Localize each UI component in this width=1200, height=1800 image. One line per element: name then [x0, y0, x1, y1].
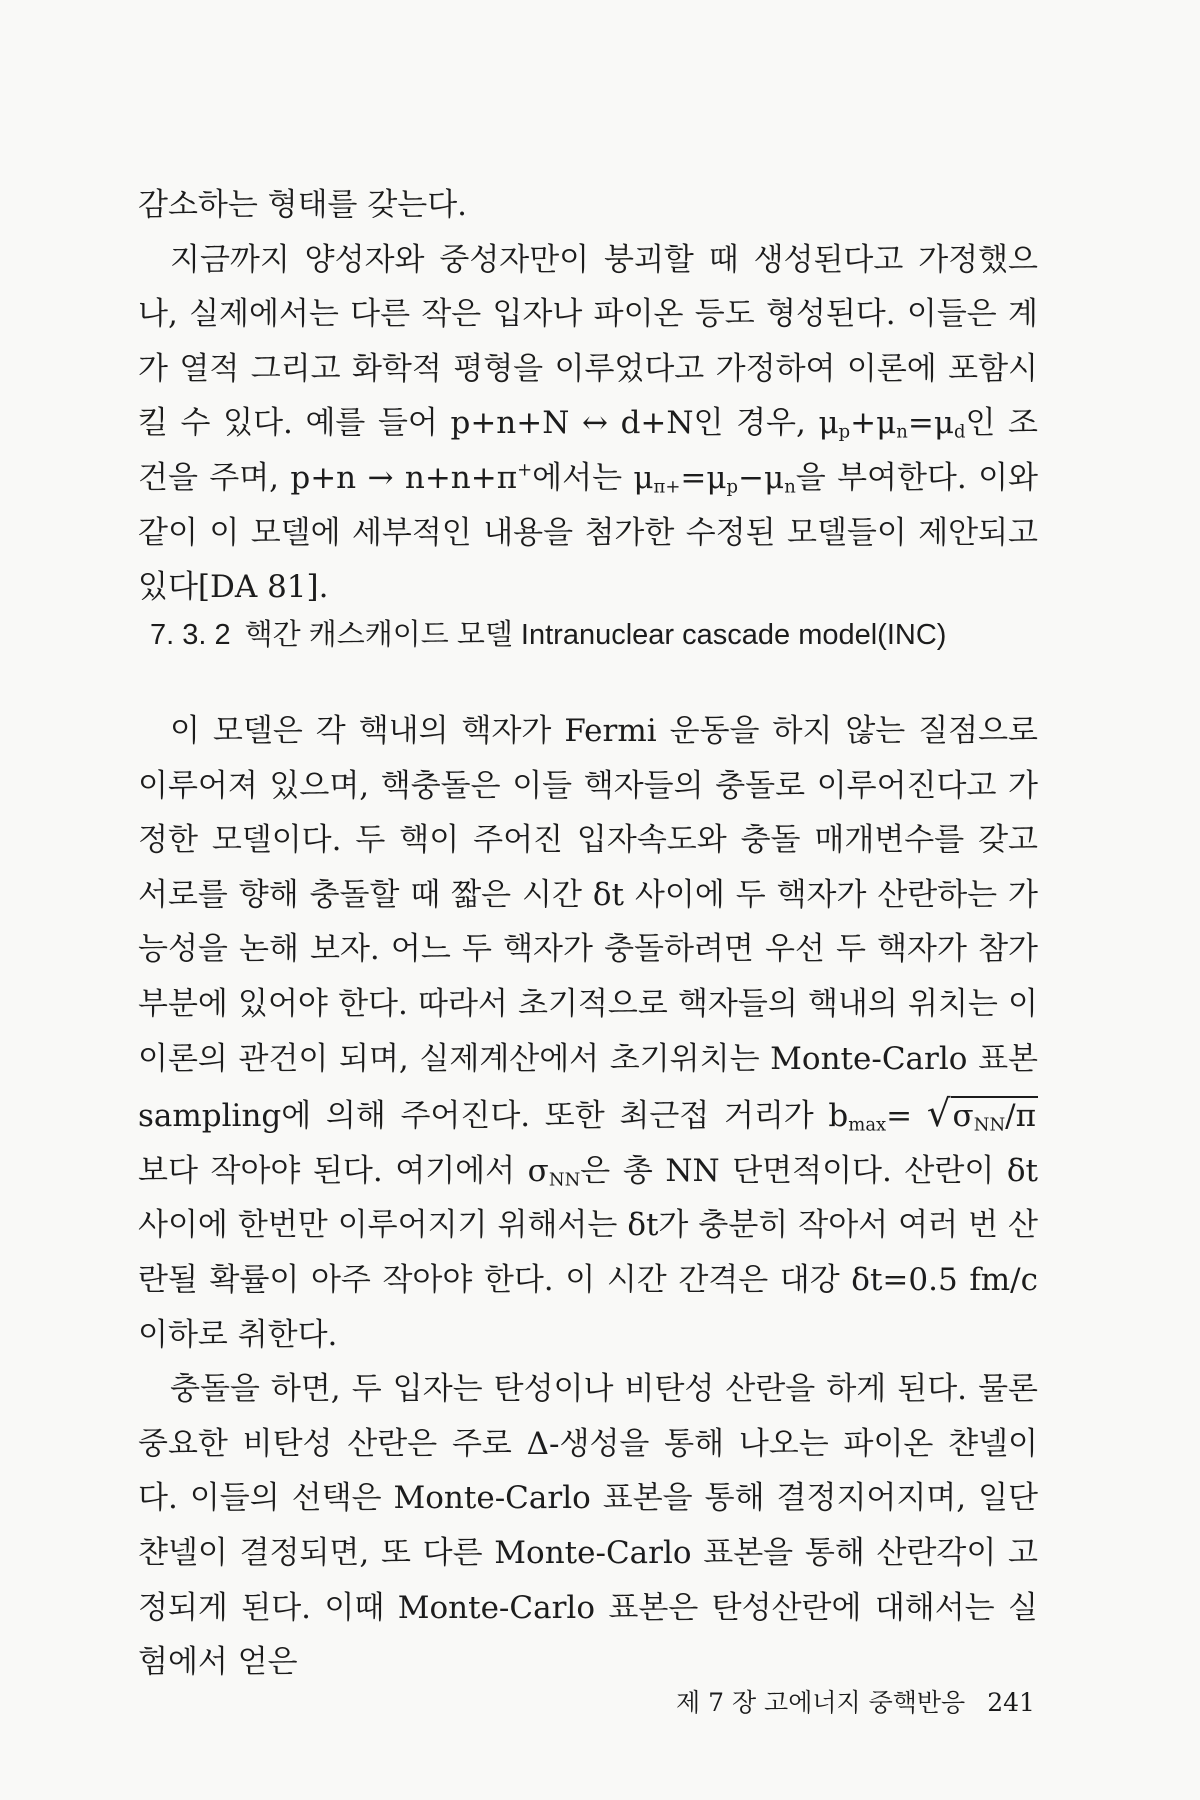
page-number: 241 — [987, 1688, 1035, 1717]
paragraph-inc-model: 이 모델은 각 핵내의 핵자가 Fermi 운동을 하지 않는 질점으로 이루어져 있으며, 핵충돌은 이들 핵자들의 충돌로 이루어진다고 가정한 모델이다. 두 핵이 주어진 입자속도와 충돌 매개변수를 갖고 서로를 향해 충돌할 때 짧은 시간 δt 사이에 두 핵자가 산란하는 가능성을 논해 보자. 어느 두 핵자가 충돌하려면 우선 두 핵자가 참가 부분에 있어야 한다. 따라서 초기적으로 핵자들의 핵내의 위치는 이 이론의 관건이 되며, 실제계산에서 초기위치는 Monte-Carlo 표본 sampling에 의해 주어진다. 또한 최근접 거리가 $b_{max}= √\sigma_{NN}/\pi$ 보다 작아야 된다. 여기에서 $\sigma_{NN}$은 총 NN 단면적이다. 산란이 δt 사이에 한번만 이루어지기 위해서는 δt가 충분히 작아서 여러 번 산란될 확률이 아주 작아야 한다. 이 시간 간격은 대강 δt=0.5 fm/c 이하로 취한다. — [138, 713, 1038, 1353]
section-title: 핵간 캐스캐이드 모델 Intranuclear cascade model(INC) — [244, 619, 947, 651]
section-number: 7. 3. 2 — [150, 619, 231, 651]
page-footer — [676, 1683, 1096, 1719]
chapter-title: 제 7 장 고에너지 중핵반응 — [676, 1688, 966, 1717]
square-root-expression: $√\sigma_{NN}/\pi$ — [926, 1091, 1036, 1136]
section-heading — [150, 612, 1050, 653]
body-text-top — [138, 178, 1038, 615]
paragraph-continuation: 감소하는 형태를 갖는다. — [138, 187, 468, 223]
paragraph-collision-channels: 충돌을 하면, 두 입자는 탄성이나 비탄성 산란을 하게 된다. 물론 중요한 비탄성 산란은 주로 Δ-생성을 통해 나오는 파이온 챤넬이다. 이들의 선택은 Monte-Carlo 표본을 통해 결정지어지며, 일단 챤넬이 결정되면, 또 다른 Monte-Carlo 표본을 통해 산란각이 고정되게 된다. 이때 Monte-Carlo 표본은 탄성산란에 대해서는 실험에서 얻은 — [138, 1371, 1038, 1681]
paragraph-particle-production: 지금까지 양성자와 중성자만이 붕괴할 때 생성된다고 가정했으나, 실제에서는 다른 작은 입자나 파이온 등도 형성된다. 이들은 계가 열적 그리고 화학적 평형을 이루었다고 가정하여 이론에 포함시킬 수 있다. 예를 들어 p+n+N ↔ d+N인 경우, $\mu_p+\mu_n=\mu_d$인 조건을 주며, p+n → n+n+π+에서는 $\mu_{\pi+}=\mu_p-\mu_n$을 부여한다. 이와 같이 이 모델에 세부적인 내용을 첨가한 수정된 모델들이 제안되고 있다[DA 81]. — [138, 241, 1038, 606]
body-text-bottom — [138, 704, 1038, 1690]
